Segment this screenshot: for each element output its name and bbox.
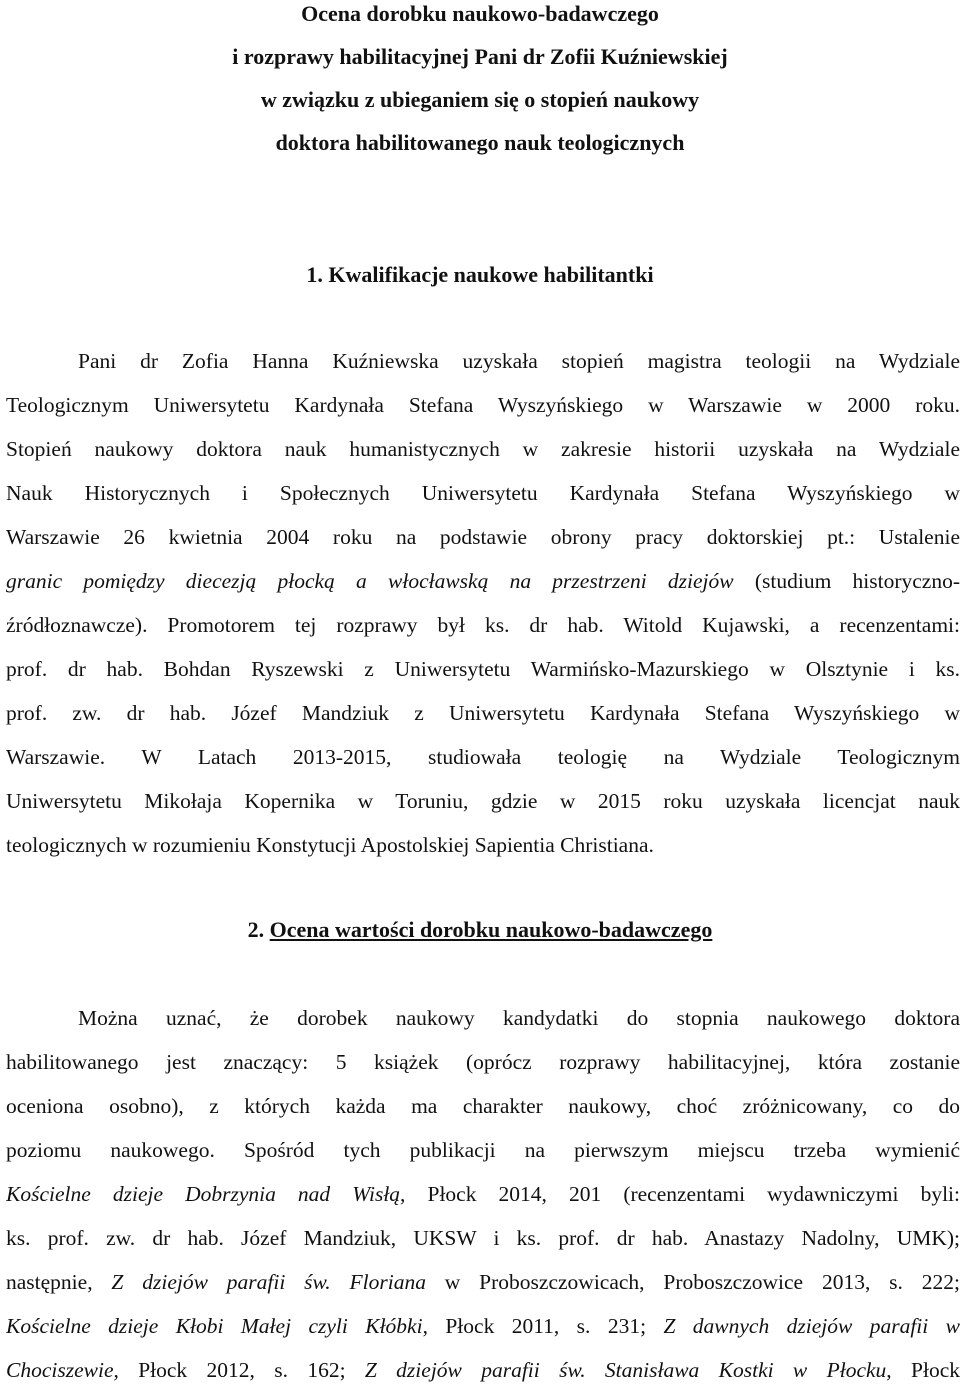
paragraph-line: (studium historyczno- — [733, 569, 960, 593]
paragraph-line: , Płock 2014, 201 (recenzentami wydawniczymi byli: — [400, 1182, 960, 1206]
book-title: Z dawnych dziejów parafii w — [663, 1314, 960, 1338]
thesis-title: granic pomiędzy diecezją płocką a włocławską na przestrzeni dziejów — [6, 569, 734, 593]
paragraph-line: Stopień naukowy doktora nauk humanistycznych w zakresie historii uzyskała na Wydziale — [6, 437, 960, 461]
paragraph-line: w Proboszczowicach, Proboszczowice 2013, s. 222; — [425, 1270, 960, 1294]
section-2-heading — [0, 915, 960, 945]
paragraph-line: habilitowanego jest znaczący: 5 książek (oprócz rozprawy habilitacyjnej, która zostanie — [6, 1050, 960, 1074]
book-title: Kościelne dzieje Dobrzynia nad Wisłą — [6, 1182, 401, 1206]
paragraph-line: , Płock — [886, 1358, 960, 1382]
title-line-1: Ocena dorobku naukowo-badawczego — [301, 1, 659, 26]
paragraph-line: , Płock 2012, s. 162; — [113, 1358, 365, 1382]
paragraph-line: teologicznych w rozumieniu Konstytucji Apostolskiej Sapientia Christiana. — [6, 833, 654, 857]
paragraph-line: Teologicznym Uniwersytetu Kardynała Stefana Wyszyńskiego w Warszawie w 2000 roku. — [6, 393, 960, 417]
paragraph-line: następnie, — [6, 1270, 112, 1294]
section-1-paragraph — [6, 339, 960, 867]
paragraph-line: , Płock 2011, s. 231; — [422, 1314, 664, 1338]
title-line-4: doktora habilitowanego nauk teologicznych — [275, 130, 685, 155]
paragraph-line: Warszawie 26 kwietnia 2004 roku na podstawie obrony pracy doktorskiej pt.: Ustalenie — [6, 525, 960, 549]
document-title — [0, 0, 960, 164]
paragraph-line: ks. prof. zw. dr hab. Józef Mandziuk, UKSW i ks. prof. dr hab. Anastazy Nadolny, UMK); — [6, 1226, 960, 1250]
title-line-3: w związku z ubieganiem się o stopień naukowy — [260, 87, 700, 112]
paragraph-line: prof. zw. dr hab. Józef Mandziuk z Uniwersytetu Kardynała Stefana Wyszyńskiego w — [6, 701, 960, 725]
section-1-heading: 1. Kwalifikacje naukowe habilitantki — [306, 262, 654, 287]
paragraph-line: poziomu naukowego. Spośród tych publikacji na pierwszym miejscu trzeba wymienić — [6, 1138, 960, 1162]
paragraph-line: Uniwersytetu Mikołaja Kopernika w Toruniu, gdzie w 2015 roku uzyskała licencjat nauk — [6, 789, 960, 813]
section-2-title: Ocena wartości dorobku naukowo-badawczego — [269, 917, 713, 942]
paragraph-line: prof. dr hab. Bohdan Ryszewski z Uniwersytetu Warmińsko-Mazurskiego w Olsztynie i ks. — [6, 657, 960, 681]
book-title: Z dziejów parafii św. Floriana — [111, 1270, 426, 1294]
book-title: Z dziejów parafii św. Stanisława Kostki w Płocku — [364, 1358, 887, 1382]
book-title: Chociszewie — [6, 1358, 114, 1382]
section-2-number: 2. — [247, 917, 270, 942]
paragraph-line: Można uznać, że dorobek naukowy kandydatki do stopnia naukowego doktora — [78, 1006, 960, 1030]
paragraph-line: oceniona osobno), z których każda ma charakter naukowy, choć zróżnicowany, co do — [6, 1094, 960, 1118]
title-line-2: i rozprawy habilitacyjnej Pani dr Zofii Kuźniewskiej — [232, 44, 728, 69]
section-2-paragraph — [6, 996, 960, 1392]
book-title: Kościelne dzieje Kłobi Małej czyli Kłóbki — [6, 1314, 423, 1338]
paragraph-line: Pani dr Zofia Hanna Kuźniewska uzyskała stopień magistra teologii na Wydziale — [78, 349, 960, 373]
paragraph-line: źródłoznawcze). Promotorem tej rozprawy był ks. dr hab. Witold Kujawski, a recenzentami: — [6, 613, 960, 637]
paragraph-line: Nauk Historycznych i Społecznych Uniwersytetu Kardynała Stefana Wyszyńskiego w — [6, 481, 960, 505]
paragraph-line: Warszawie. W Latach 2013-2015, studiowała teologię na Wydziale Teologicznym — [6, 745, 960, 769]
